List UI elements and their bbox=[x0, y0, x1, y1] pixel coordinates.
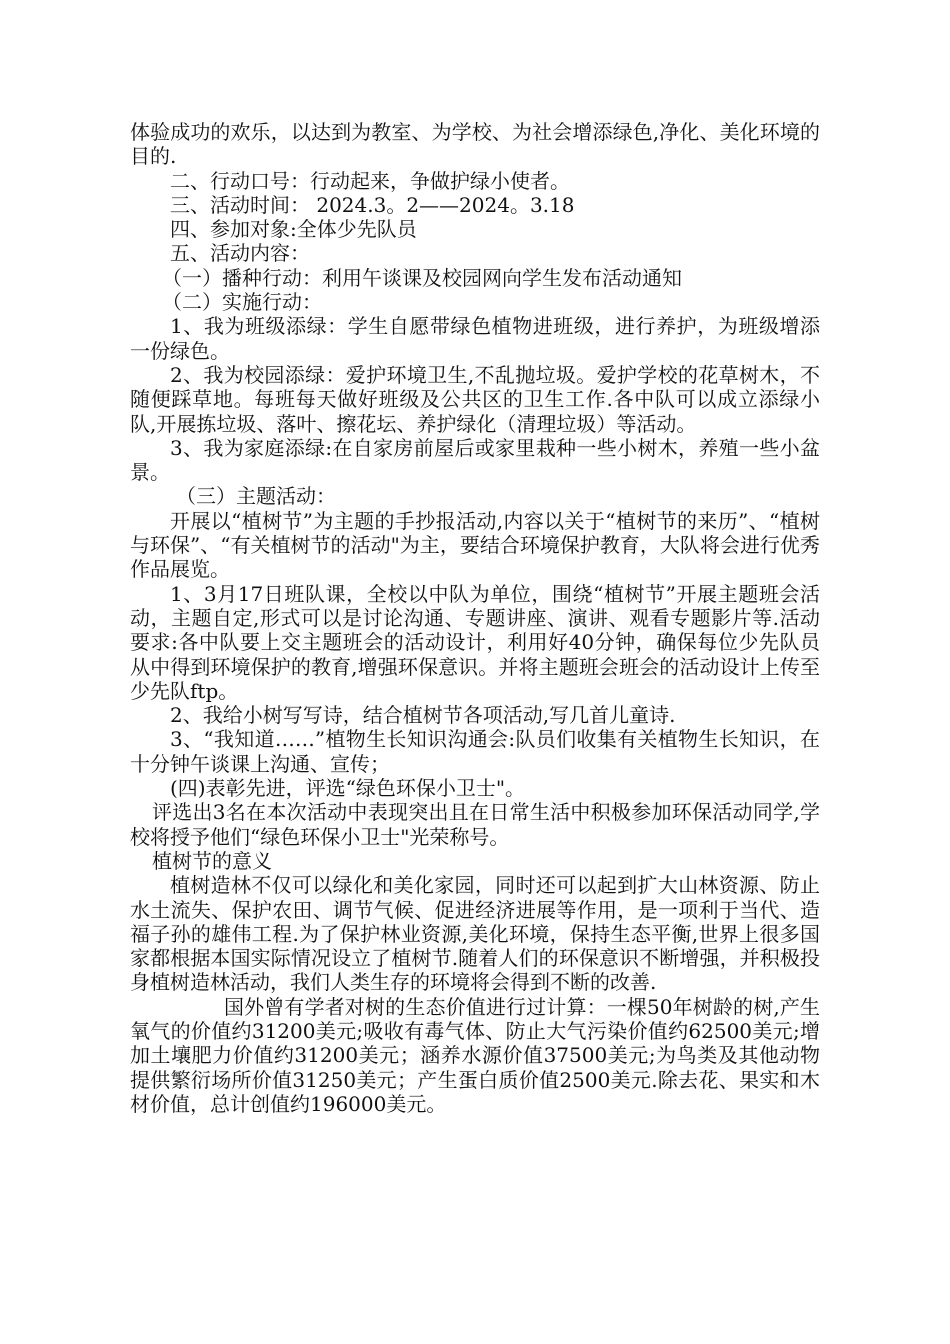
paragraph-activity-content-heading: 五、活动内容： bbox=[170, 241, 310, 266]
document-body bbox=[130, 120, 820, 1116]
paragraph-home-green: 3、我为家庭添绿:在自家房前屋后或家里栽种一些小树木，养殖一些小盆景。 bbox=[130, 435, 820, 485]
paragraph-activity-time: 三、活动时间： 2024.3。2——2024。3.18 bbox=[170, 192, 575, 217]
paragraph-commendation: (四)表彰先进，评选“绿色环保小卫士"。 bbox=[170, 776, 526, 801]
paragraph-meaning: 植树造林不仅可以绿化和美化家园，同时还可以起到扩大山林资源、防止水土流失、保护农田、调节气候、促进经济进展等作用，是一项利于当代、造福子孙的雄伟工程.为了保护林业资源,美化环境，保持生态平衡,世界上很多国家都根据本国实际情况设立了植树节.随着人们的环保意识不断增强，并积极投身植树造林活动，我们人类生存的环境将会得到不断的改善. bbox=[130, 873, 820, 995]
paragraph-slogan: 二、行动口号：行动起来，争做护绿小使者。 bbox=[170, 168, 570, 193]
paragraph-implementation-heading: （二）实施行动： bbox=[162, 290, 322, 315]
paragraph-handwritten-newspaper: 开展以“植树节”为主题的手抄报活动,内容以关于“植树节的来历”、“植树与环保”、“有关植树节的活动"为主，要结合环境保护教育，大队将会进行优秀作品展览。 bbox=[130, 508, 820, 582]
paragraph-ecological-value: 国外曾有学者对树的生态价值进行过计算：一棵50年树龄的树,产生氧气的价值约31200美元;吸收有毒气体、防止大气污染价值约62500美元;增加土壤肥力价值约31200美元；涵养水源价值37500美元;为鸟类及其他动物提供繁衍场所价值31250美元；产生蛋白质价值2500美元.除去花、果实和木材价值，总计创值约196000美元。 bbox=[130, 994, 820, 1116]
paragraph-poetry: 2、我给小树写写诗，结合植树节各项活动,写几首儿童诗. bbox=[170, 703, 676, 728]
paragraph-participants: 四、参加对象:全体少先队员 bbox=[170, 217, 417, 242]
section-heading-meaning: 植树节的意义 bbox=[152, 848, 272, 873]
paragraph-sowing-action: （一）播种行动：利用午谈课及校园网向学生发布活动通知 bbox=[162, 265, 682, 290]
paragraph-class-meeting: 1、3月17日班队课，全校以中队为单位，围绕“植树节”开展主题班会活动，主题自定,形式可以是讨论沟通、专题讲座、演讲、观看专题影片等.活动要求:各中队要上交主题班会的活动设计，利用好40分钟，确保每位少先队员从中得到环境保护的教育,增强环保意识。并将主题班会班会的活动设计上传至少先队ftp。 bbox=[130, 581, 820, 703]
paragraph-knowledge-exchange: 3、“我知道……”植物生长知识沟通会:队员们收集有关植物生长知识，在十分钟午谈课上沟通、宣传； bbox=[130, 727, 820, 776]
paragraph-theme-heading: （三）主题活动： bbox=[176, 484, 336, 509]
paragraph-selection: 评选出3名在本次活动中表现突出且在日常生活中积极参加环保活动同学,学校将授予他们“绿色环保小卫士"光荣称号。 bbox=[130, 800, 820, 849]
paragraph-intro-continuation: 体验成功的欢乐，以达到为教室、为学校、为社会增添绿色,净化、美化环境的目的. bbox=[130, 120, 820, 169]
paragraph-class-green: 1、我为班级添绿：学生自愿带绿色植物进班级，进行养护，为班级增添一份绿色。 bbox=[130, 314, 820, 363]
paragraph-campus-green: 2、我为校园添绿：爱护环境卫生,不乱抛垃圾。爱护学校的花草树木，不随便踩草地。每班每天做好班级及公共区的卫生工作.各中队可以成立添绿小队,开展拣垃圾、落叶、擦花坛、养护绿化（清理垃圾）等活动。 bbox=[130, 362, 820, 436]
